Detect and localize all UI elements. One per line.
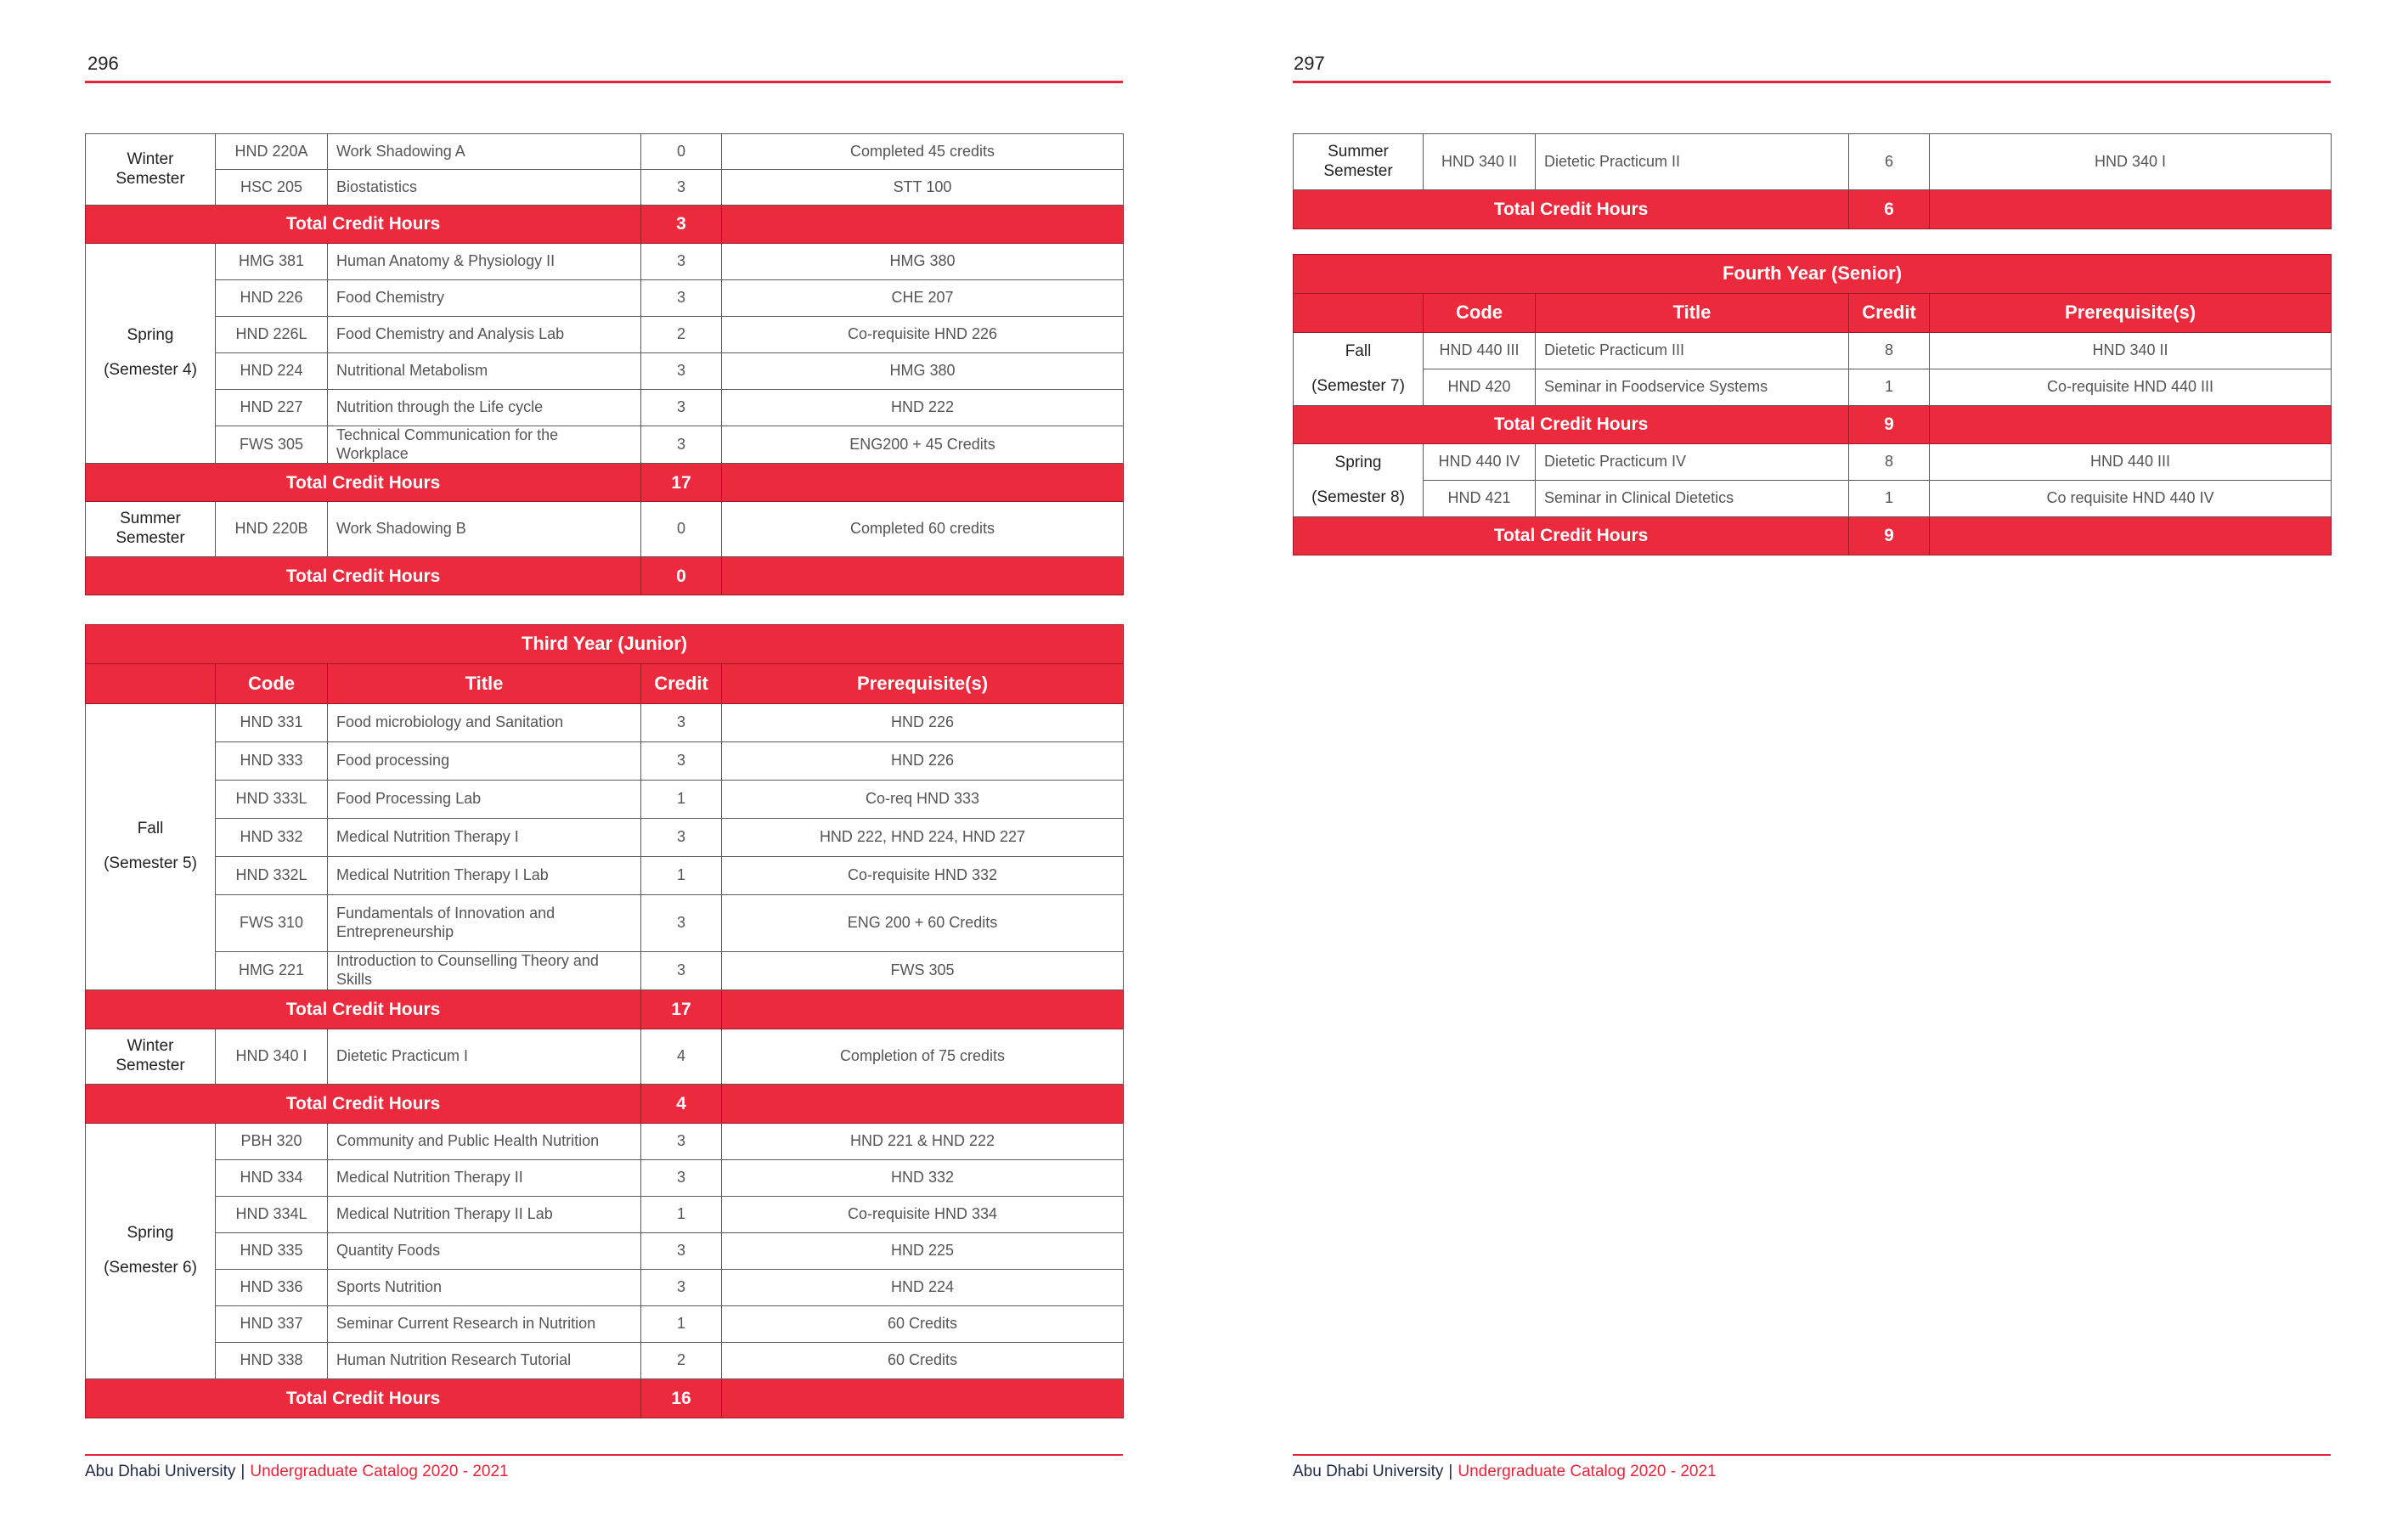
total-value: 17: [641, 990, 722, 1029]
course-code: HND 226L: [216, 317, 328, 353]
course-credit: 3: [641, 244, 722, 280]
column-header-row: [86, 664, 1124, 704]
total-label: Total Credit Hours: [86, 464, 641, 502]
course-prerequisite: STT 100: [722, 170, 1124, 206]
course-credit: 1: [641, 781, 722, 819]
column-header-code: Code: [1424, 294, 1536, 333]
table-row: [86, 857, 1124, 895]
total-value: 16: [641, 1379, 722, 1418]
footer-catalog: Undergraduate Catalog 2020 - 2021: [250, 1463, 509, 1480]
course-credit: 3: [641, 426, 722, 464]
course-title: Seminar Current Research in Nutrition: [328, 1306, 641, 1343]
semester-cell: [1294, 333, 1424, 406]
course-prerequisite: Completion of 75 credits: [722, 1029, 1124, 1085]
total-blank: [722, 1085, 1124, 1124]
total-value: 4: [641, 1085, 722, 1124]
course-title: Seminar in Clinical Dietetics: [1536, 481, 1849, 517]
semester-detail: (Semester 6): [104, 1259, 197, 1277]
table-row: [86, 895, 1124, 952]
course-credit: 8: [1849, 444, 1930, 481]
table-row: [86, 280, 1124, 317]
course-credit: 3: [641, 1270, 722, 1306]
total-label: Total Credit Hours: [1294, 406, 1849, 444]
column-header-title: Title: [328, 664, 641, 704]
course-prerequisite: HND 224: [722, 1270, 1124, 1306]
course-prerequisite: Co requisite HND 440 IV: [1930, 481, 2332, 517]
course-code: HND 332: [216, 819, 328, 857]
footer-university: Abu Dhabi University: [85, 1463, 236, 1480]
course-code: FWS 310: [216, 895, 328, 952]
course-credit: 1: [641, 857, 722, 895]
total-label: Total Credit Hours: [86, 990, 641, 1029]
semester-name: Spring: [127, 326, 174, 345]
semester-cell: [86, 244, 216, 464]
semester-detail: Semester: [116, 1057, 185, 1074]
course-code: HND 333L: [216, 781, 328, 819]
course-title: Food processing: [328, 742, 641, 781]
course-prerequisite: HND 222: [722, 390, 1124, 426]
course-prerequisite: CHE 207: [722, 280, 1124, 317]
footer-separator: |: [1448, 1463, 1453, 1480]
course-prerequisite: HND 226: [722, 742, 1124, 781]
header-rule-left: [85, 81, 1123, 83]
semester-cell: [86, 502, 216, 557]
semester-detail: Semester: [116, 529, 185, 548]
course-code: HSC 205: [216, 170, 328, 206]
header-rule-right: [1293, 81, 2331, 83]
semester-name: Fall: [1345, 341, 1372, 360]
total-label: Total Credit Hours: [86, 557, 641, 595]
footer-catalog: Undergraduate Catalog 2020 - 2021: [1458, 1463, 1717, 1480]
course-credit: 3: [641, 1124, 722, 1160]
total-blank: [722, 206, 1124, 244]
course-code: HND 220B: [216, 502, 328, 557]
semester-cell: [1294, 444, 1424, 517]
table-heading-row: [1294, 255, 2332, 294]
course-title: Nutrition through the Life cycle: [328, 390, 641, 426]
footer-university: Abu Dhabi University: [1293, 1463, 1444, 1480]
semester-detail: Semester: [116, 169, 185, 188]
page-number-left: 296: [87, 53, 119, 74]
course-title: Food microbiology and Sanitation: [328, 704, 641, 742]
course-title: Technical Communication for the Workplace: [328, 426, 641, 464]
semester-detail: (Semester 5): [104, 854, 197, 872]
total-blank: [722, 990, 1124, 1029]
course-credit: 3: [641, 742, 722, 781]
course-title: Work Shadowing B: [328, 502, 641, 557]
column-header-prereq: Prerequisite(s): [1930, 294, 2332, 333]
course-code: HND 335: [216, 1233, 328, 1270]
table-row: [86, 1029, 1124, 1085]
semester-name: Summer: [1328, 142, 1389, 161]
course-code: HMG 381: [216, 244, 328, 280]
course-code: HND 331: [216, 704, 328, 742]
course-prerequisite: Co-requisite HND 440 III: [1930, 369, 2332, 406]
table-row: [86, 502, 1124, 557]
semester-detail: Semester: [1323, 161, 1393, 180]
course-prerequisite: ENG200 + 45 Credits: [722, 426, 1124, 464]
course-prerequisite: Co-requisite HND 226: [722, 317, 1124, 353]
course-prerequisite: HMG 380: [722, 353, 1124, 390]
course-credit: 0: [641, 502, 722, 557]
table-heading: Third Year (Junior): [86, 625, 1124, 664]
course-code: HND 340 II: [1424, 134, 1536, 190]
course-credit: 3: [641, 895, 722, 952]
footer-left: [85, 1463, 509, 1481]
course-prerequisite: Completed 45 credits: [722, 134, 1124, 170]
semester-name: Fall: [137, 820, 164, 838]
column-header-credit: Credit: [1849, 294, 1930, 333]
course-prerequisite: ENG 200 + 60 Credits: [722, 895, 1124, 952]
total-row: [86, 206, 1124, 244]
total-blank: [722, 557, 1124, 595]
table-row: [86, 317, 1124, 353]
total-value: 17: [641, 464, 722, 502]
table-row: [86, 1306, 1124, 1343]
course-title: Dietetic Practicum I: [328, 1029, 641, 1085]
table-row: [86, 134, 1124, 170]
column-header-code: Code: [216, 664, 328, 704]
course-credit: 1: [1849, 369, 1930, 406]
table-row: [86, 390, 1124, 426]
course-code: HND 336: [216, 1270, 328, 1306]
semester-detail: (Semester 8): [1311, 488, 1405, 506]
table-row: [86, 426, 1124, 464]
course-code: PBH 320: [216, 1124, 328, 1160]
course-title: Introduction to Counselling Theory and Skills: [328, 952, 641, 990]
semester-detail: (Semester 7): [1311, 376, 1405, 395]
course-credit: 3: [641, 1160, 722, 1197]
table-row: [86, 742, 1124, 781]
table-row: [1294, 333, 2332, 369]
total-label: Total Credit Hours: [1294, 190, 1849, 229]
course-title: Food Processing Lab: [328, 781, 641, 819]
footer-rule-right: [1293, 1454, 2331, 1456]
table-row: [86, 1343, 1124, 1379]
table-row: [86, 1124, 1124, 1160]
course-code: HND 332L: [216, 857, 328, 895]
course-code: HND 227: [216, 390, 328, 426]
table-row: [86, 819, 1124, 857]
semester-name: Winter: [127, 1037, 174, 1056]
total-row: [86, 990, 1124, 1029]
total-row: [1294, 190, 2332, 229]
course-title: Biostatistics: [328, 170, 641, 206]
course-prerequisite: HND 332: [722, 1160, 1124, 1197]
semester-cell: [1294, 134, 1424, 190]
total-blank: [1930, 517, 2332, 555]
course-credit: 3: [641, 819, 722, 857]
course-title: Dietetic Practicum IV: [1536, 444, 1849, 481]
course-title: Fundamentals of Innovation and Entrepreneurship: [328, 895, 641, 952]
semester-cell: [86, 704, 216, 990]
curriculum-table-continued-right: [1293, 133, 2332, 229]
course-code: HND 220A: [216, 134, 328, 170]
column-header-row: [1294, 294, 2332, 333]
course-credit: 2: [641, 1343, 722, 1379]
course-credit: 3: [641, 952, 722, 990]
course-title: Food Chemistry: [328, 280, 641, 317]
course-prerequisite: HND 222, HND 224, HND 227: [722, 819, 1124, 857]
course-code: HND 421: [1424, 481, 1536, 517]
total-blank: [722, 1379, 1124, 1418]
table-row: [86, 704, 1124, 742]
course-prerequisite: Co-requisite HND 332: [722, 857, 1124, 895]
course-prerequisite: Co-req HND 333: [722, 781, 1124, 819]
semester-cell: [86, 134, 216, 206]
course-code: HND 340 I: [216, 1029, 328, 1085]
course-title: Human Anatomy & Physiology II: [328, 244, 641, 280]
course-credit: 8: [1849, 333, 1930, 369]
course-code: HND 334L: [216, 1197, 328, 1233]
total-blank: [1930, 190, 2332, 229]
column-header-semester: [86, 664, 216, 704]
course-credit: 3: [641, 390, 722, 426]
total-label: Total Credit Hours: [86, 1085, 641, 1124]
semester-cell: [86, 1124, 216, 1379]
course-prerequisite: HND 225: [722, 1233, 1124, 1270]
course-credit: 2: [641, 317, 722, 353]
course-code: HND 440 III: [1424, 333, 1536, 369]
course-prerequisite: 60 Credits: [722, 1343, 1124, 1379]
course-prerequisite: Completed 60 credits: [722, 502, 1124, 557]
course-title: Community and Public Health Nutrition: [328, 1124, 641, 1160]
curriculum-table-continued: [85, 133, 1124, 595]
semester-cell: [86, 1029, 216, 1085]
column-header-credit: Credit: [641, 664, 722, 704]
table-row: [86, 244, 1124, 280]
course-prerequisite: Co-requisite HND 334: [722, 1197, 1124, 1233]
course-title: Medical Nutrition Therapy I Lab: [328, 857, 641, 895]
table-row: [1294, 369, 2332, 406]
course-code: HND 224: [216, 353, 328, 390]
course-title: Work Shadowing A: [328, 134, 641, 170]
total-blank: [722, 464, 1124, 502]
course-code: HND 337: [216, 1306, 328, 1343]
column-header-prereq: Prerequisite(s): [722, 664, 1124, 704]
total-row: [1294, 406, 2332, 444]
table-row: [86, 781, 1124, 819]
table-row: [86, 1233, 1124, 1270]
total-row: [1294, 517, 2332, 555]
third-year-table: [85, 624, 1124, 1418]
semester-name: Summer: [120, 510, 181, 528]
column-header-title: Title: [1536, 294, 1849, 333]
course-credit: 1: [1849, 481, 1930, 517]
table-row: [86, 1160, 1124, 1197]
semester-name: Winter: [127, 149, 174, 168]
course-credit: 3: [641, 704, 722, 742]
course-credit: 6: [1849, 134, 1930, 190]
course-code: HND 440 IV: [1424, 444, 1536, 481]
course-prerequisite: HMG 380: [722, 244, 1124, 280]
total-label: Total Credit Hours: [86, 1379, 641, 1418]
total-blank: [1930, 406, 2332, 444]
semester-name: Spring: [1334, 453, 1382, 471]
total-label: Total Credit Hours: [1294, 517, 1849, 555]
course-credit: 1: [641, 1306, 722, 1343]
fourth-year-table: [1293, 254, 2332, 555]
table-heading-row: [86, 625, 1124, 664]
course-code: HND 334: [216, 1160, 328, 1197]
table-row: [86, 353, 1124, 390]
footer-rule-left: [85, 1454, 1123, 1456]
course-credit: 0: [641, 134, 722, 170]
course-prerequisite: HND 340 I: [1930, 134, 2332, 190]
course-prerequisite: HND 440 III: [1930, 444, 2332, 481]
course-credit: 1: [641, 1197, 722, 1233]
table-row: [86, 1197, 1124, 1233]
course-title: Medical Nutrition Therapy II Lab: [328, 1197, 641, 1233]
table-row: [86, 170, 1124, 206]
course-title: Food Chemistry and Analysis Lab: [328, 317, 641, 353]
course-title: Medical Nutrition Therapy I: [328, 819, 641, 857]
course-credit: 4: [641, 1029, 722, 1085]
footer-right: [1293, 1463, 1717, 1481]
total-value: 9: [1849, 517, 1930, 555]
course-title: Sports Nutrition: [328, 1270, 641, 1306]
footer-separator: |: [240, 1463, 245, 1480]
course-title: Medical Nutrition Therapy II: [328, 1160, 641, 1197]
course-prerequisite: HND 226: [722, 704, 1124, 742]
course-title: Human Nutrition Research Tutorial: [328, 1343, 641, 1379]
course-credit: 3: [641, 1233, 722, 1270]
course-title: Quantity Foods: [328, 1233, 641, 1270]
total-row: [86, 557, 1124, 595]
course-prerequisite: FWS 305: [722, 952, 1124, 990]
table-heading: Fourth Year (Senior): [1294, 255, 2332, 294]
table-row: [1294, 444, 2332, 481]
course-code: FWS 305: [216, 426, 328, 464]
course-title: Nutritional Metabolism: [328, 353, 641, 390]
column-header-semester: [1294, 294, 1424, 333]
table-row: [1294, 481, 2332, 517]
course-code: HND 226: [216, 280, 328, 317]
course-code: HND 420: [1424, 369, 1536, 406]
course-credit: 3: [641, 280, 722, 317]
semester-name: Spring: [127, 1224, 174, 1243]
course-credit: 3: [641, 353, 722, 390]
table-row: [86, 1270, 1124, 1306]
total-row: [86, 464, 1124, 502]
course-prerequisite: HND 221 & HND 222: [722, 1124, 1124, 1160]
total-value: 0: [641, 557, 722, 595]
total-value: 9: [1849, 406, 1930, 444]
table-row: [1294, 134, 2332, 190]
course-title: Dietetic Practicum III: [1536, 333, 1849, 369]
total-value: 6: [1849, 190, 1930, 229]
table-row: [86, 952, 1124, 990]
course-code: HND 333: [216, 742, 328, 781]
total-row: [86, 1085, 1124, 1124]
course-prerequisite: HND 340 II: [1930, 333, 2332, 369]
course-prerequisite: 60 Credits: [722, 1306, 1124, 1343]
page-number-right: 297: [1294, 53, 1325, 74]
total-label: Total Credit Hours: [86, 206, 641, 244]
course-code: HND 338: [216, 1343, 328, 1379]
course-credit: 3: [641, 170, 722, 206]
course-code: HMG 221: [216, 952, 328, 990]
semester-detail: (Semester 4): [104, 361, 197, 380]
course-title: Dietetic Practicum II: [1536, 134, 1849, 190]
total-row: [86, 1379, 1124, 1418]
course-title: Seminar in Foodservice Systems: [1536, 369, 1849, 406]
total-value: 3: [641, 206, 722, 244]
